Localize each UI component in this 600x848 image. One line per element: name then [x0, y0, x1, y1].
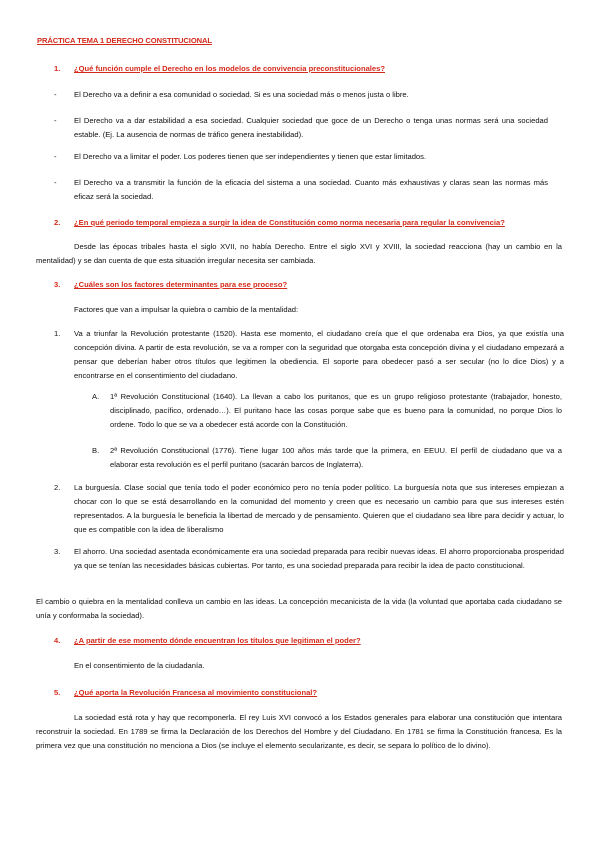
q3-factor-2: [54, 481, 564, 537]
question-number: 2.: [54, 218, 61, 227]
q3-factor-3: [54, 545, 564, 573]
sub-letter: B.: [92, 446, 100, 455]
q3-sub-a: [92, 390, 562, 432]
bullet-text: El Derecho va a limitar el poder. Los poderes tienen que ser independientes y tienen que estar limitados.: [74, 152, 427, 161]
factor-text: Va a triunfar la Revolución protestante (1520). Hasta ese momento, el ciudadano creía que el que ordenaba era Dios, ya que existía una concepción divina. A partir de esta revolución, se va a romper con la seguridad que otorgaba esta concepción divina y el ciudadano empezará a pensar que deberían haber otros títulos que legitimen la obediencia. El soporte para obedecer pasó a ser secular (no lo dice Dios) y a encontrarse en el consentimiento del ciudadano.: [74, 329, 564, 380]
document-title: PRÁCTICA TEMA 1 DERECHO CONSTITUCIONAL: [37, 36, 212, 45]
factor-number: 2.: [54, 483, 61, 492]
question-text: ¿En qué periodo temporal empieza a surgir la idea de Constitución como norma necesaria para regular la convivencia?: [74, 218, 505, 227]
q3-factor-1: [54, 327, 564, 383]
q3-sub-b: [92, 444, 562, 472]
question-number: 4.: [54, 636, 61, 645]
question-text: ¿Cuáles son los factores determinantes para ese proceso?: [74, 280, 288, 289]
q3-intro: Factores que van a impulsar la quiebra o cambio de la mentalidad:: [74, 305, 299, 314]
q3-conclusion: El cambio o quiebra en la mentalidad conlleva un cambio en las ideas. La concepción mecanicista de la vida (la voluntad que aportaba cada ciudadano se unía y conformaba la sociedad).: [36, 597, 562, 620]
factor-number: 1.: [54, 329, 61, 338]
factor-number: 3.: [54, 547, 61, 556]
bullet-text: El Derecho va a transmitir la función de la eficacia del sistema a una sociedad. Cuanto más exhaustivas y claras sean las normas más eficaz será la sociedad.: [74, 178, 548, 201]
q5-answer: La sociedad está rota y hay que recomponerla. El rey Luis XVI convocó a los Estados generales para elaborar una constitución que intentara reconstruir la sociedad. En 1789 se firma la Declaración de los Derechos del Hombre y del Ciudadano. En 1781 se firma la Constitución francesa. Es la primera vez que una constitución no menciona a Dios (se incluye el elemento secularizante, es decir, se separa lo político de lo divino).: [36, 713, 562, 750]
dash-marker: -: [54, 178, 57, 187]
dash-marker: -: [54, 90, 57, 99]
q1-bullet-4: [54, 176, 548, 204]
question-text: ¿Qué función cumple el Derecho en los modelos de convivencia preconstitucionales?: [74, 64, 385, 73]
q1-bullet-1: [54, 88, 548, 102]
bullet-text: El Derecho va a definir a esa comunidad o sociedad. Si es una sociedad más o menos justa o libre.: [74, 90, 409, 99]
dash-marker: -: [54, 152, 57, 161]
sub-text: 2ª Revolución Constitucional (1776). Tiene lugar 100 años más tarde que la primera, en EEUU. El perfil de ciudadano que va a elaborar esta revolución es el perfil puritano (sacarán barcos de Inglaterra).: [110, 446, 562, 469]
sub-text: 1ª Revolución Constitucional (1640). La llevan a cabo los puritanos, que es un grupo religioso protestante (trabajador, honesto, disciplinado, pacífico, ordenado…). El puritano hace las cosas porque sabe que es bueno para la comunidad, no porque Dios lo ordene. Todo lo que se va a obedecer está acorde con la Constitución.: [110, 392, 562, 429]
factor-text: La burguesía. Clase social que tenía todo el poder económico pero no tenía poder político. La burguesía nota que sus intereses empiezan a chocar con lo que se está desarrollando en la comunidad del momento y creen que es necesario un cambio para que sus intereses estén representados. A la burguesía le beneficia la libertad de mercado y de pensamiento. Quieren que el ciudadano sea libre para decidir y actuar, lo que es compatible con la idea de liberalismo: [74, 483, 564, 534]
sub-letter: A.: [92, 392, 100, 401]
question-text: ¿A partir de ese momento dónde encuentran los títulos que legitiman el poder?: [74, 636, 361, 645]
factor-text: El ahorro. Una sociedad asentada económicamente era una sociedad preparada para recibir nuevas ideas. El ahorro proporcionaba prosperidad ya que se tenían las necesidades básicas cubiertas. Por tanto, es una sociedad preparada para recibir la idea de pacto constitucional.: [74, 547, 564, 570]
q2-answer: Desde las épocas tribales hasta el siglo XVII, no había Derecho. Entre el siglo XVI y XVIII, la sociedad reacciona (hay un cambio en la mentalidad) y se dan cuenta de que esta situación irregular necesita ser cambiada.: [36, 242, 562, 265]
question-number: 1.: [54, 64, 61, 73]
q4-answer: En el consentimiento de la ciudadanía.: [74, 661, 205, 670]
question-text: ¿Qué aporta la Revolución Francesa al movimiento constitucional?: [74, 688, 318, 697]
q1-bullet-3: [54, 150, 548, 164]
dash-marker: -: [54, 116, 57, 125]
question-number: 3.: [54, 280, 61, 289]
bullet-text: El Derecho va a dar estabilidad a esa sociedad. Cualquier sociedad que goce de un Derecho o tenga unas normas será una sociedad estable. (Ej. La ausencia de normas de tráfico genera inestabilidad).: [74, 116, 548, 139]
question-number: 5.: [54, 688, 61, 697]
q1-bullet-2: [54, 114, 548, 142]
